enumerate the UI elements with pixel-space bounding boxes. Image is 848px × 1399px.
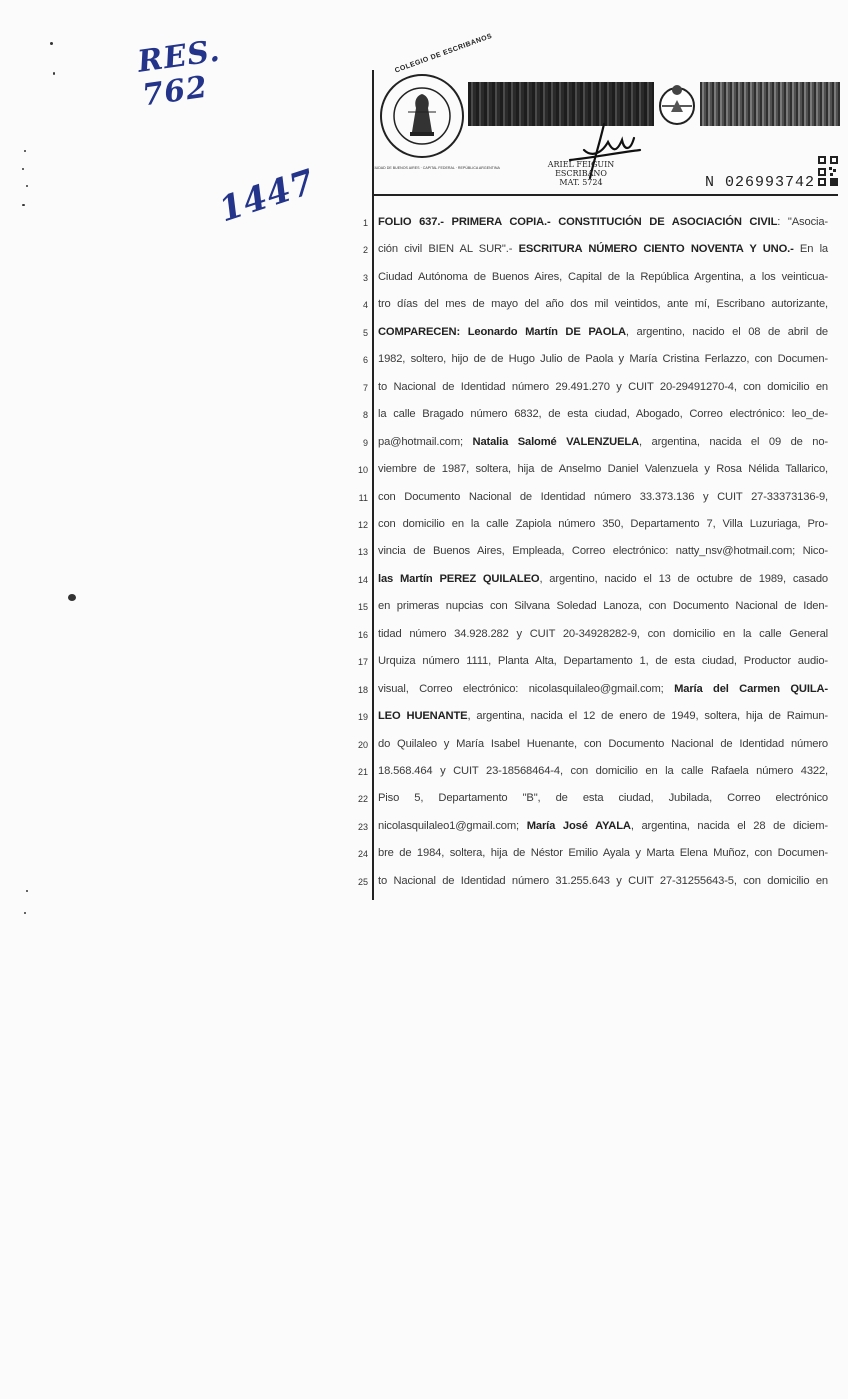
scan-speck — [53, 72, 55, 75]
deed-text-line: vincia de Buenos Aires, Empleada, Correo electrónico: natty_nsv@hotmail.com; Nico- — [378, 545, 828, 557]
line-number: 10 — [357, 465, 368, 475]
scan-speck — [24, 150, 26, 152]
scan-speck — [22, 204, 25, 206]
line-number: 1 — [362, 218, 368, 228]
scan-speck — [68, 594, 76, 601]
deed-text-line: FOLIO 637.- PRIMERA COPIA.- CONSTITUCIÓN DE ASOCIACIÓN CIVIL: "Asocia- — [378, 216, 828, 228]
deed-text-line: visual, Correo electrónico: nicolasquilaleo@gmail.com; María del Carmen QUILA- — [378, 683, 829, 695]
deed-text-line: la calle Bragado número 6832, de esta ciudad, Abogado, Correo electrónico: leo_de- — [378, 408, 828, 420]
deed-text-line: Piso 5, Departamento "B", de esta ciudad, Jubilada, Correo electrónico — [378, 792, 828, 804]
national-emblem-icon — [654, 82, 700, 126]
deed-text-line: ción civil BIEN AL SUR".- ESCRITURA NÚMERO CIENTO NOVENTA Y UNO.- En la — [378, 243, 828, 255]
deed-text-line: con domicilio en la calle Zapiola número 350, Departamento 7, Villa Luzuriaga, Pro- — [378, 518, 828, 530]
line-number: 11 — [358, 493, 368, 503]
line-number: 24 — [357, 849, 368, 859]
deed-text-line: pa@hotmail.com; Natalia Salomé VALENZUELA, argentina, nacida el 09 de no- — [378, 436, 828, 448]
deed-text-line: COMPARECEN: Leonardo Martín DE PAOLA, argentino, nacido el 08 de abril de — [378, 326, 828, 338]
line-number: 6 — [362, 355, 368, 365]
line-number: 5 — [362, 328, 368, 338]
notary-stamp — [536, 160, 626, 187]
handwritten-res-annotation: RES. 762 — [135, 33, 223, 114]
line-number: 7 — [362, 383, 368, 393]
notary-name: ARIEL FEIGUIN — [547, 160, 615, 169]
deed-text-line: con Documento Nacional de Identidad número 33.373.136 y CUIT 27-33373136-9, — [378, 491, 828, 503]
line-number: 18 — [357, 685, 368, 695]
security-banner — [468, 82, 840, 126]
deed-text-line: nicolasquilaleo1@gmail.com; María José AYALA, argentina, nacida el 28 de diciem- — [378, 820, 829, 832]
college-seal-icon — [378, 72, 466, 160]
line-number: 20 — [357, 740, 368, 750]
line-number: 15 — [357, 602, 368, 612]
deed-text-line: tro días del mes de mayo del año dos mil veintidos, ante mí, Escribano autorizante, — [378, 298, 828, 310]
line-number: 12 — [357, 520, 368, 530]
qr-code-icon — [818, 156, 838, 186]
scan-speck — [26, 185, 28, 187]
deed-text-line: LEO HUENANTE, argentina, nacida el 12 de enero de 1949, soltera, hija de Raimun- — [378, 710, 829, 722]
scan-speck — [50, 42, 53, 45]
handwritten-number-annotation: 1447 — [214, 161, 321, 231]
deed-text-line: en primeras nupcias con Silvana Soledad Lanoza, con Documento Nacional de Iden- — [378, 600, 828, 612]
line-number: 2 — [362, 245, 368, 255]
line-number: 22 — [357, 794, 368, 804]
college-seal-subtext: CIUDAD DE BUENOS AIRES · CAPITAL FEDERAL · REPÚBLICA ARGENTINA — [372, 166, 500, 170]
deed-text-line: las Martín PEREZ QUILALEO, argentino, nacido el 13 de octubre de 1989, casado — [378, 573, 828, 585]
notary-registration: MAT. 5724 — [559, 178, 603, 187]
banner-pattern-right — [700, 82, 840, 126]
college-seal-text: COLEGIO DE ESCRIBANOS — [394, 32, 494, 75]
line-number: 16 — [357, 630, 368, 640]
line-number: 21 — [357, 767, 368, 777]
notary-title: ESCRIBANO — [555, 169, 607, 178]
deed-text-line: 1982, soltero, hijo de de Hugo Julio de Paola y María Cristina Ferlazzo, con Documen- — [378, 353, 828, 365]
deed-text-line: 18.568.464 y CUIT 23-18568464-4, con domicilio en la calle Rafaela número 4322, — [378, 765, 828, 777]
deed-text-line: tidad número 34.928.282 y CUIT 20-34928282-9, con domicilio en la calle General — [378, 628, 828, 640]
line-number: 13 — [357, 547, 368, 557]
line-number: 14 — [357, 575, 368, 585]
line-number: 23 — [357, 822, 368, 832]
line-number: 3 — [362, 273, 368, 283]
deed-text-line: to Nacional de Identidad número 29.491.270 y CUIT 20-29491270-4, con domicilio en — [378, 381, 828, 393]
deed-text-line: bre de 1984, soltera, hija de Néstor Emilio Ayala y Marta Elena Muñoz, con Documen- — [378, 847, 828, 859]
deed-text-line: Ciudad Autónoma de Buenos Aires, Capital de la República Argentina, a los veinticua- — [378, 271, 828, 283]
scan-speck — [24, 912, 26, 914]
scan-speck — [22, 168, 24, 170]
line-number: 9 — [362, 438, 368, 448]
deed-text-line: to Nacional de Identidad número 31.255.643 y CUIT 27-31255643-5, con domicilio en — [378, 875, 828, 887]
deed-text-line: viembre de 1987, soltera, hija de Anselmo Daniel Valenzuela y Rosa Nélida Tallarico, — [378, 463, 828, 475]
deed-text-line: do Quilaleo y María Isabel Huenante, con Documento Nacional de Identidad número — [378, 738, 828, 750]
serial-number: N 026993742 — [705, 174, 816, 191]
line-number: 25 — [357, 877, 368, 887]
line-number: 8 — [362, 410, 368, 420]
line-number: 4 — [362, 300, 368, 310]
deed-text-line: Urquiza número 1111, Planta Alta, Departamento 1, de esta ciudad, Productor audio- — [378, 655, 828, 667]
scan-speck — [26, 890, 28, 892]
header-divider — [372, 194, 838, 196]
line-number: 17 — [357, 657, 368, 667]
line-number: 19 — [357, 712, 368, 722]
